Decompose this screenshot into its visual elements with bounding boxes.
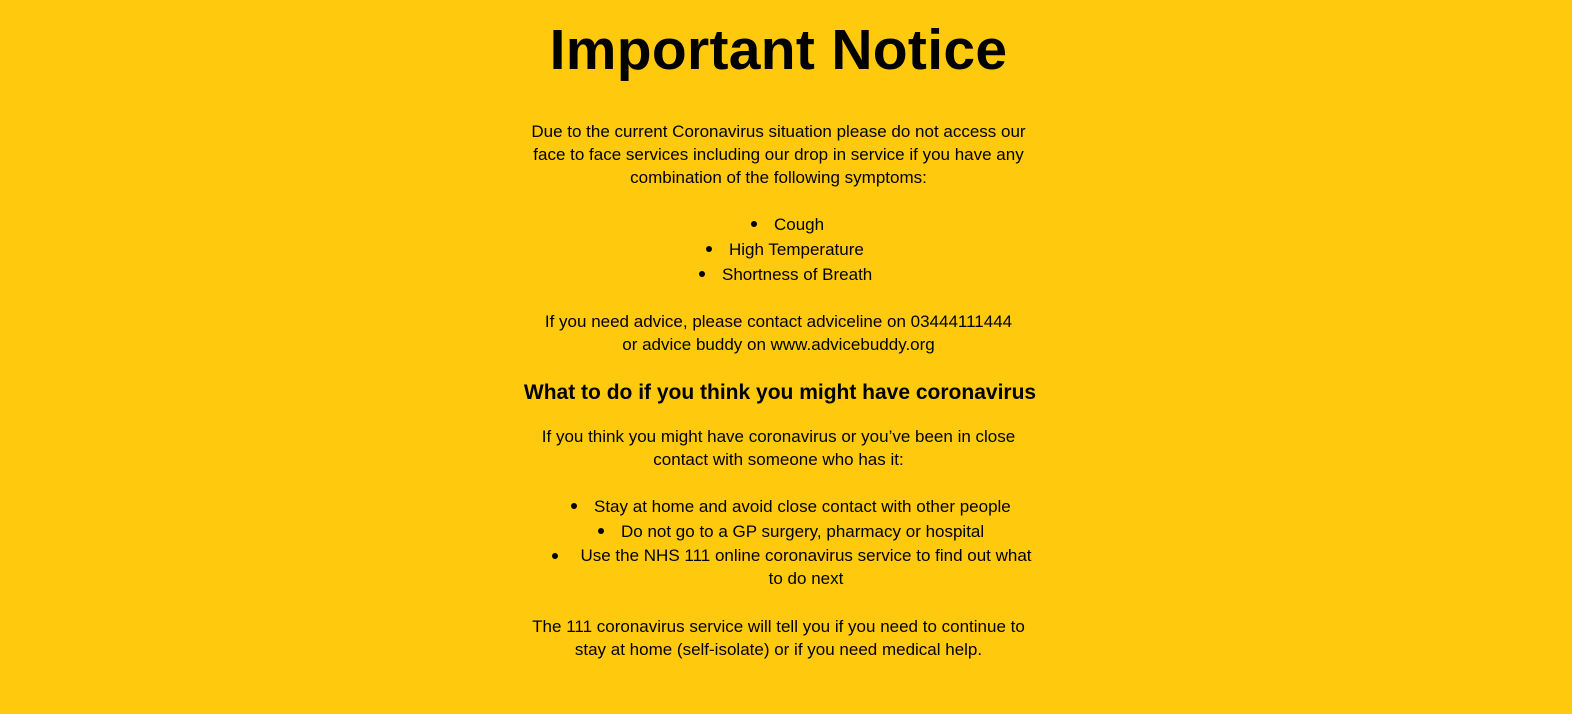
symptom-item-high-temperature — [729, 237, 864, 262]
section-heading: What to do if you think you might have coronavirus — [523, 381, 1037, 404]
service-line-1: The 111 coronavirus service will tell you if you need to continue to — [532, 617, 1025, 636]
think-line-2: contact with someone who has it: — [653, 450, 904, 469]
bullet-icon — [751, 221, 757, 227]
intro-paragraph — [0, 120, 1557, 189]
symptom-label: High Temperature — [729, 240, 864, 259]
advice-line-2: or advice buddy on www.advicebuddy.org — [622, 335, 935, 354]
symptom-item-cough — [774, 212, 824, 237]
bullet-icon — [571, 503, 577, 509]
symptom-label: Cough — [774, 215, 825, 234]
action-label: Stay at home and avoid close contact with other people — [594, 497, 1011, 516]
bullet-icon — [706, 246, 712, 252]
symptom-label: Shortness of Breath — [722, 265, 873, 284]
action-label: Do not go to a GP surgery, pharmacy or hospital — [621, 522, 985, 541]
action-label-line-1: Use the NHS 111 online coronavirus service to find out what — [580, 546, 1032, 565]
page-title: Important Notice — [549, 18, 1008, 82]
service-line-2: stay at home (self-isolate) or if you need medical help. — [574, 640, 983, 659]
bullet-icon — [699, 271, 705, 277]
action-item-stay-home — [594, 494, 1011, 519]
intro-line-2: face to face services including our drop in service if you have any — [533, 145, 1024, 164]
bullet-icon — [598, 528, 604, 534]
intro-line-3: combination of the following symptoms: — [630, 168, 927, 187]
action-label-line-2: to do next — [768, 569, 844, 588]
think-paragraph — [0, 425, 1557, 471]
action-item-no-gp — [621, 519, 984, 544]
action-item-nhs-111 — [575, 544, 1037, 590]
intro-line-1: Due to the current Coronavirus situation please do not access our — [531, 122, 1026, 141]
advice-paragraph — [0, 310, 1557, 356]
symptom-item-shortness-of-breath — [722, 262, 872, 287]
think-line-1: If you think you might have coronavirus or you’ve been in close — [541, 427, 1016, 446]
bullet-icon — [552, 553, 558, 559]
advice-line-1: If you need advice, please contact adviceline on 03444111444 — [544, 312, 1013, 331]
service-paragraph — [0, 615, 1557, 661]
